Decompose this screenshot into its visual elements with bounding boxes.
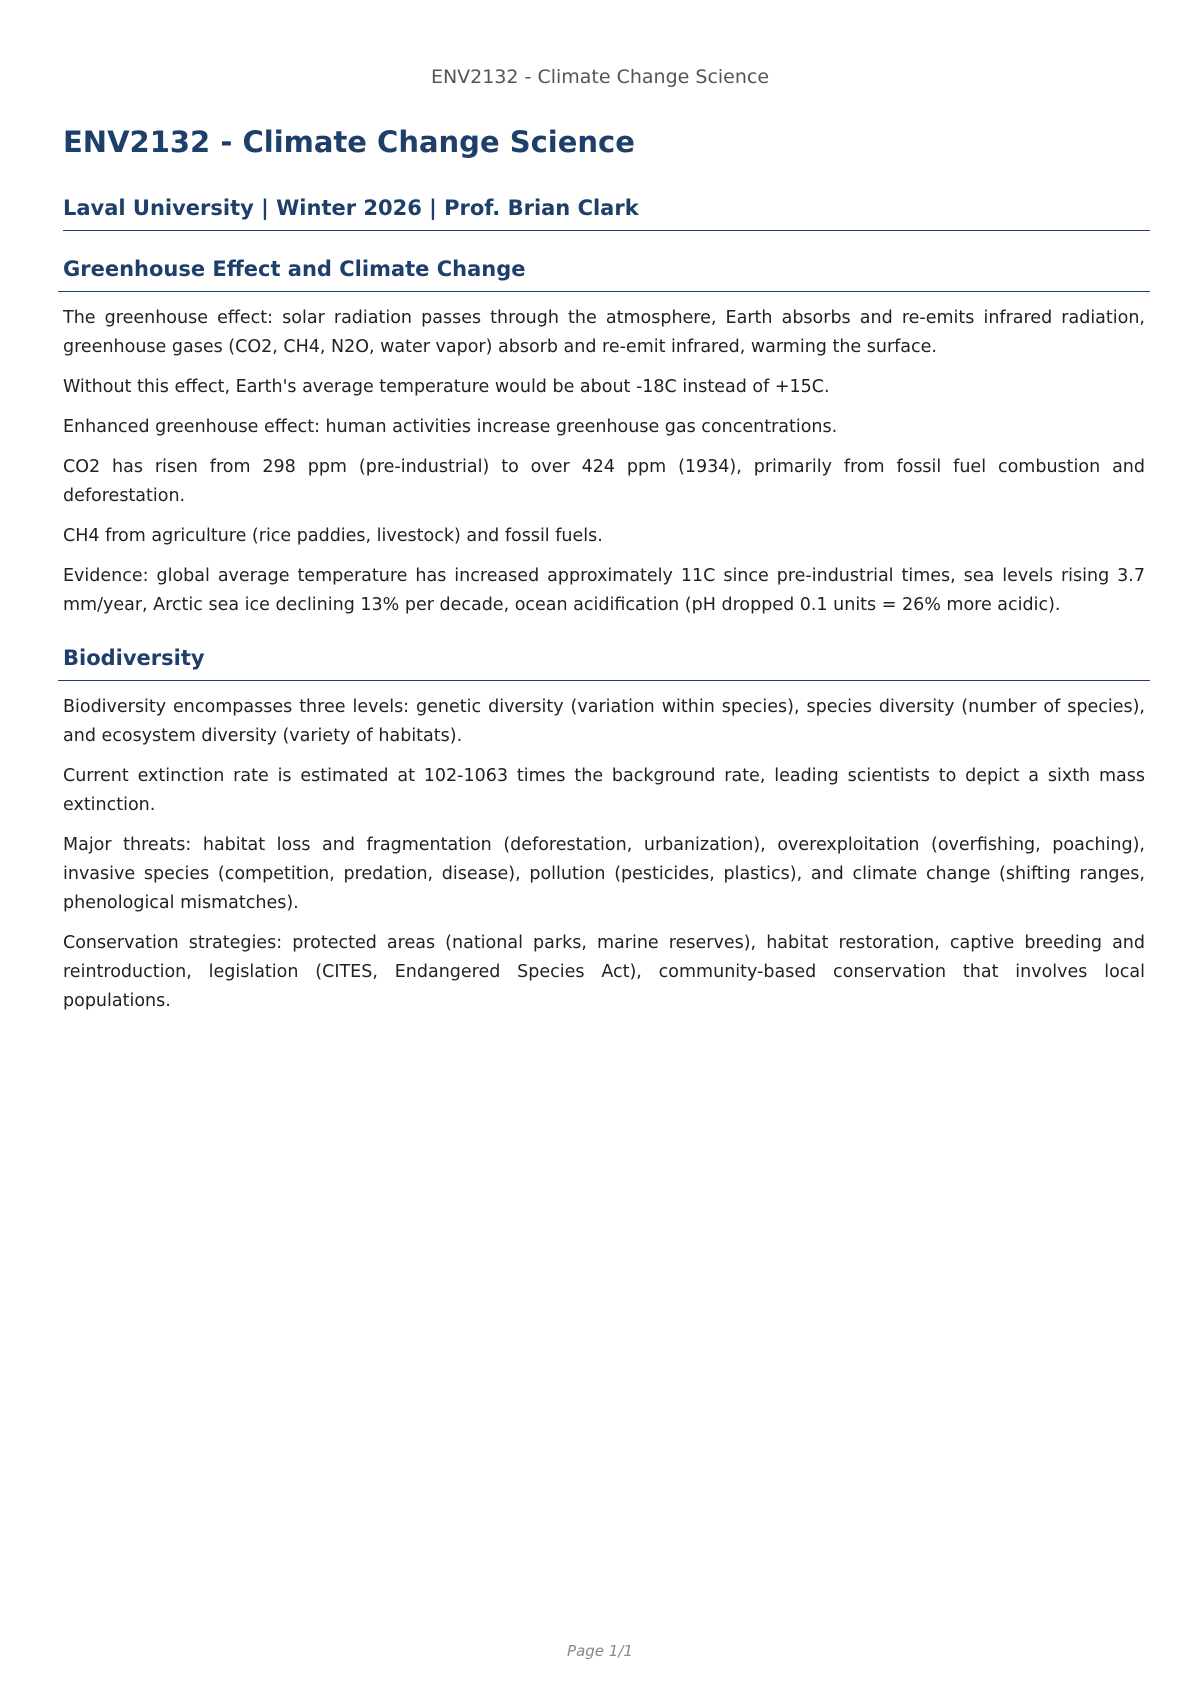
page-number: Page 1/1 (567, 1642, 633, 1660)
section-body (58, 292, 1150, 620)
paragraph: Biodiversity encompasses three levels: genetic diversity (variation within species), species diversity (number of species), and ecosystem diversity (variety of habitats). (63, 696, 1145, 746)
section-biodiversity (58, 646, 1150, 1016)
section-greenhouse (58, 257, 1150, 620)
running-header: ENV2132 - Climate Change Science (430, 66, 770, 88)
section-body (58, 681, 1150, 1016)
paragraph: Without this effect, Earth's average temperature would be about -18C instead of +15C. (63, 376, 830, 397)
paragraph: Evidence: global average temperature has increased approximately 11C since pre-industrial times, sea levels rising 3.7 mm/year, Arctic sea ice declining 13% per decade, ocean acidification (pH dropped 0.1 units = 26% more acidic). (63, 565, 1145, 615)
paragraph: The greenhouse effect: solar radiation passes through the atmosphere, Earth absorbs and re-emits infrared radiation, greenhouse gases (CO2, CH4, N2O, water vapor) absorb and re-emit infrared, warming the surface. (63, 307, 1145, 357)
paragraph: Major threats: habitat loss and fragmentation (deforestation, urbanization), overexploitation (overfishing, poaching), invasive species (competition, predation, disease), pollution (pesticides, plastics), and climate change (shifting ranges, phenological mismatches). (63, 834, 1145, 913)
document-content (58, 120, 1150, 1027)
document-subtitle: Laval University | Winter 2026 | Prof. Brian Clark (63, 196, 1150, 231)
document-title: ENV2132 - Climate Change Science (63, 125, 635, 159)
paragraph: Current extinction rate is estimated at 102-1063 times the background rate, leading scientists to depict a sixth mass extinction. (63, 765, 1145, 815)
paragraph: CO2 has risen from 298 ppm (pre-industrial) to over 424 ppm (1934), primarily from fossil fuel combustion and deforestation. (63, 456, 1145, 506)
paragraph: CH4 from agriculture (rice paddies, livestock) and fossil fuels. (63, 525, 603, 546)
paragraph: Conservation strategies: protected areas (national parks, marine reserves), habitat restoration, captive breeding and reintroduction, legislation (CITES, Endangered Species Act), community-based conservation that involves local populations. (63, 932, 1145, 1011)
section-heading: Greenhouse Effect and Climate Change (58, 257, 1150, 292)
section-heading: Biodiversity (58, 646, 1150, 681)
paragraph: Enhanced greenhouse effect: human activities increase greenhouse gas concentrations. (63, 416, 838, 437)
